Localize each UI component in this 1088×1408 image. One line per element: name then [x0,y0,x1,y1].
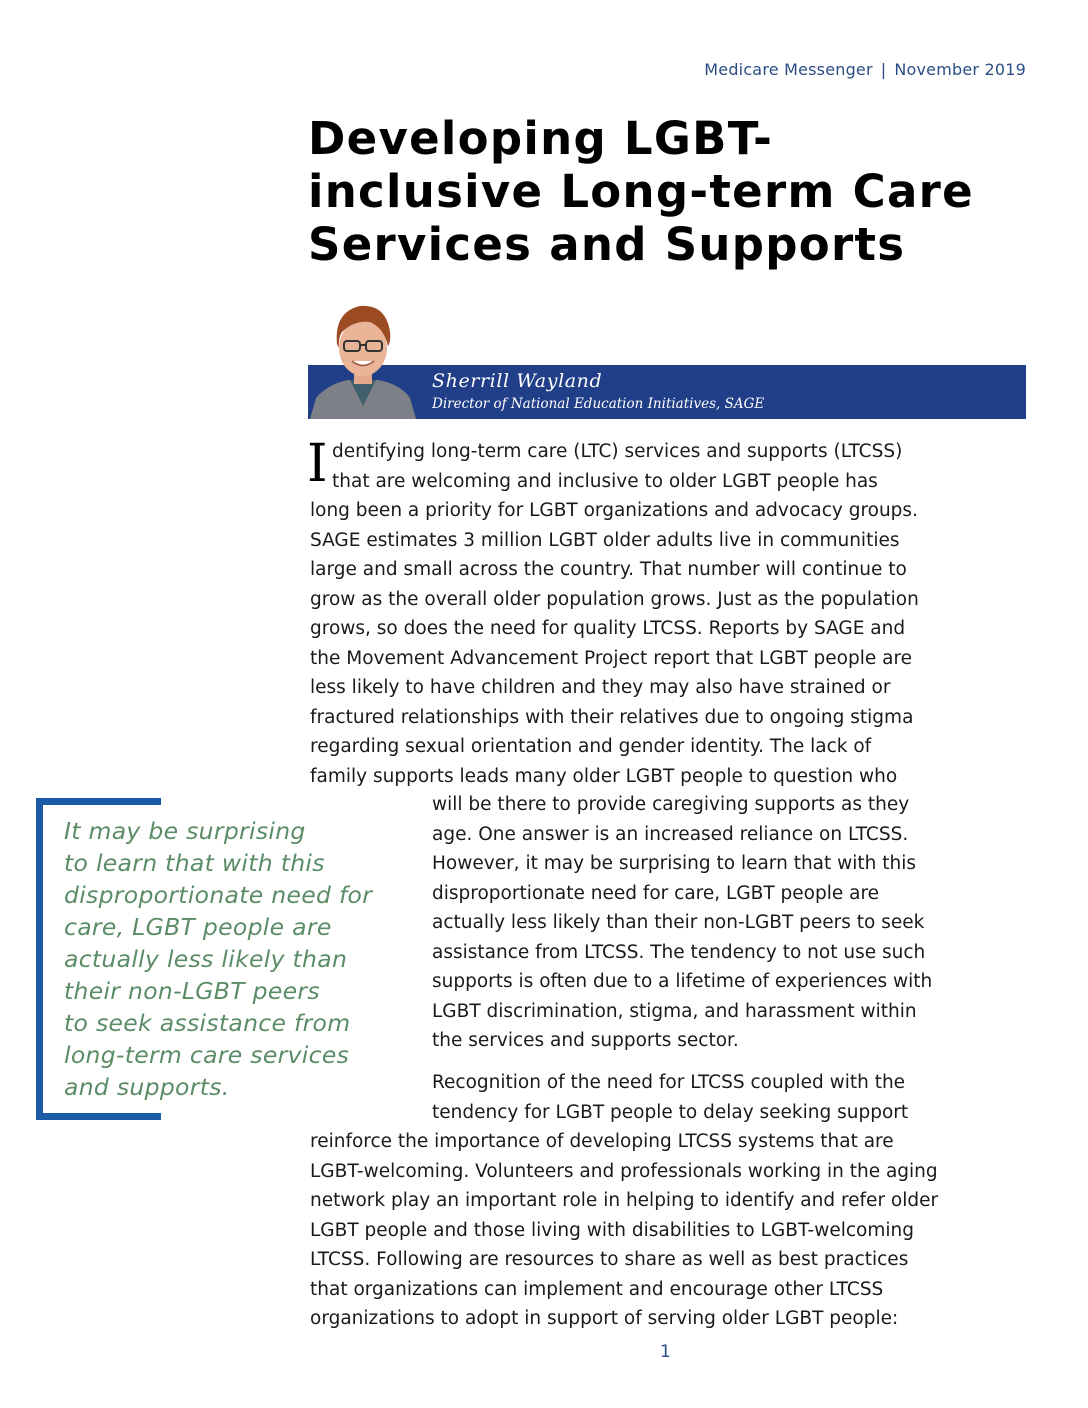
body-line: LGBT discrimination, stigma, and harassment within [432,1000,917,1022]
running-header [704,60,1026,79]
body-line: assistance from LTCSS. The tendency to not use such [432,941,926,963]
body-line: LGBT-welcoming. Volunteers and professionals working in the aging [310,1160,938,1182]
article-title [308,112,1048,271]
body-line: However, it may be surprising to learn that with this [432,853,917,874]
pull-quote-line: to seek assistance from [64,1009,351,1037]
publication-date: November 2019 [894,60,1026,79]
body-line: the services and supports sector. [432,1030,739,1051]
body-line: SAGE estimates 3 million LGBT older adults live in communities [310,529,900,551]
body-line: network play an important role in helping to identify and refer older [310,1190,939,1211]
body-line: will be there to provide caregiving supports as they [432,794,910,815]
body-line: organizations to adopt in support of serving older LGBT people: [310,1308,899,1329]
pull-quote-line: and supports. [64,1073,230,1101]
body-line: actually less likely than their non-LGBT peers to seek [432,912,925,933]
body-line: LTCSS. Following are resources to share as well as best practices [310,1249,909,1270]
pull-quote-line: to learn that with this [64,849,325,877]
author-name: Sherrill Wayland [432,370,603,392]
pull-quote-line: care, LGBT people are [64,913,332,941]
body-line: family supports leads many older LGBT people to question who [310,765,898,787]
title-line: inclusive Long-term Care [308,165,974,218]
pull-quote-line: actually less likely than [64,945,348,973]
body-line: dentifying long-term care (LTC) services and supports (LTCSS) [332,441,903,462]
body-line: disproportionate need for care, LGBT people are [432,882,880,904]
header-separator: | [880,60,887,79]
body-line: grows, so does the need for quality LTCSS. Reports by SAGE and [310,618,906,639]
pull-quote [64,815,372,1103]
body-line: tendency for LGBT people to delay seeking support [432,1101,909,1123]
publication-name: Medicare Messenger [704,60,873,79]
body-line: regarding sexual orientation and gender identity. The lack of [310,736,872,757]
author-role: Director of National Education Initiatives, SAGE [432,396,765,412]
body-line: reinforce the importance of developing LTCSS systems that are [310,1131,894,1152]
body-line: long been a priority for LGBT organizations and advocacy groups. [310,500,918,521]
page-number: 1 [660,1342,671,1362]
body-line: Recognition of the need for LTCSS coupled with the [432,1072,906,1093]
body-line: LGBT people and those living with disabilities to LGBT-welcoming [310,1219,914,1241]
pull-quote-line: long-term care services [64,1041,350,1069]
pull-quote-line: It may be surprising [64,817,306,845]
body-line: that are welcoming and inclusive to older LGBT people has [332,470,878,492]
body-line: grow as the overall older population grows. Just as the population [310,588,919,610]
paragraph-2 [432,1068,908,1127]
pull-quote-line: disproportionate need for [64,881,373,909]
pull-quote-line: their non-LGBT peers [64,977,320,1005]
title-line: Services and Supports [308,218,906,271]
title-line: Developing LGBT- [308,112,774,165]
body-line: supports is often due to a lifetime of experiences with [432,971,933,992]
paragraph-2-continued [310,1127,938,1334]
body-line: that organizations can implement and encourage other LTCSS [310,1278,884,1300]
body-line: fractured relationships with their relatives due to ongoing stigma [310,706,914,728]
body-line: the Movement Advancement Project report that LGBT people are [310,647,913,669]
paragraph-1 [310,437,919,791]
body-line: large and small across the country. That number will continue to [310,559,907,580]
body-line: less likely to have children and they may also have strained or [310,677,891,698]
author-portrait-icon [308,298,418,419]
drop-cap: I [307,434,328,494]
author-byline [432,368,764,414]
paragraph-1-continued [432,790,932,1056]
body-line: age. One answer is an increased reliance on LTCSS. [432,823,909,845]
